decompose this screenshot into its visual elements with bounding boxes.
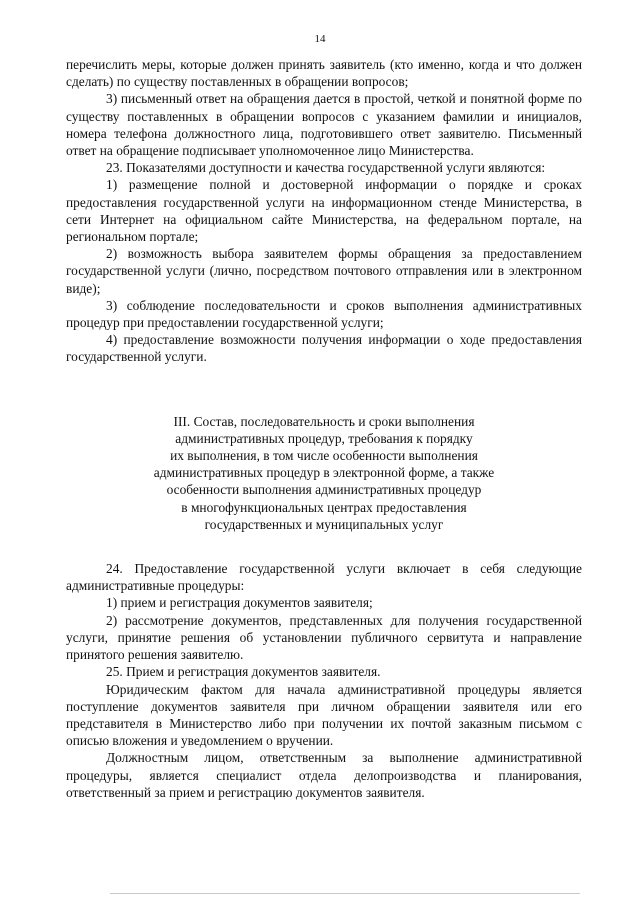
- paragraph: перечислить меры, которые должен принять заявитель (кто именно, когда и что должен сделать) по существу поставленных в обращении вопросов;: [66, 57, 582, 90]
- paragraph: 1) прием и регистрация документов заявителя;: [106, 595, 373, 611]
- paragraph: 3) письменный ответ на обращения дается в простой, четкой и понятной форме по существу поставленных в обращении вопросов с указанием фамилии и инициалов, номера телефона должностного лица, подготовившего ответ заявителю. Письменный ответ на обращение подписывает уполномоченное лицо Министерства.: [66, 91, 582, 159]
- heading-line: государственных и муниципальных услуг: [204, 516, 444, 532]
- heading-line: III. Состав, последовательность и сроки выполнения: [173, 413, 475, 429]
- heading-line: их выполнения, в том числе особенности выполнения: [170, 448, 478, 464]
- section-heading: [66, 413, 582, 533]
- paragraph: Должностным лицом, ответственным за выполнение административной процедуры, является специалист отдела делопроизводства и планирования, ответственный за прием и регистрацию документов заявителя.: [66, 750, 582, 800]
- paragraph: 25. Прием и регистрация документов заявителя.: [106, 664, 381, 680]
- paragraph: 2) возможность выбора заявителем формы обращения за предоставлением государственной услуги (лично, посредством почтового отправления или в электронном виде);: [66, 246, 582, 296]
- paragraph: 23. Показателями доступности и качества государственной услуги являются:: [106, 160, 546, 176]
- heading-line: административных процедур в электронной форме, а также: [153, 465, 495, 481]
- heading-line: административных процедур, требования к порядку: [175, 430, 473, 446]
- paragraphs-top: [66, 56, 582, 366]
- paragraph: 3) соблюдение последовательности и сроков выполнения административных процедур при предоставлении государственной услуги;: [66, 297, 582, 331]
- paragraph: 4) предоставление возможности получения информации о ходе предоставления государственной услуги.: [66, 332, 582, 365]
- bottom-rule: [110, 893, 580, 894]
- paragraph: 1) размещение полной и достоверной информации о порядке и сроках предоставления государственной услуги на информационном стенде Министерства, в сети Интернет на официальном сайте Министерства, на федеральном портале, на региональном портале;: [66, 177, 582, 245]
- paragraph: 2) рассмотрение документов, представленных для получения государственной услуги, принятие решения об установлении публичного сервитута и направление принятого решения заявителю.: [66, 612, 582, 663]
- document-body: [66, 56, 582, 801]
- paragraph: 24. Предоставление государственной услуги включает в себя следующие административные процедуры:: [66, 561, 582, 594]
- page-number: 14: [314, 33, 326, 45]
- heading-line: в многофункциональных центрах предоставления: [181, 499, 467, 515]
- paragraphs-bottom: [66, 560, 582, 801]
- paragraph: Юридическим фактом для начала административной процедуры является поступление документов заявителя при личном обращении заявителя или его представителя в Министерство либо при получении их почтой заказным письмом с описью вложения и уведомлением о вручении.: [66, 681, 582, 749]
- heading-line: особенности выполнения административных процедур: [166, 482, 482, 498]
